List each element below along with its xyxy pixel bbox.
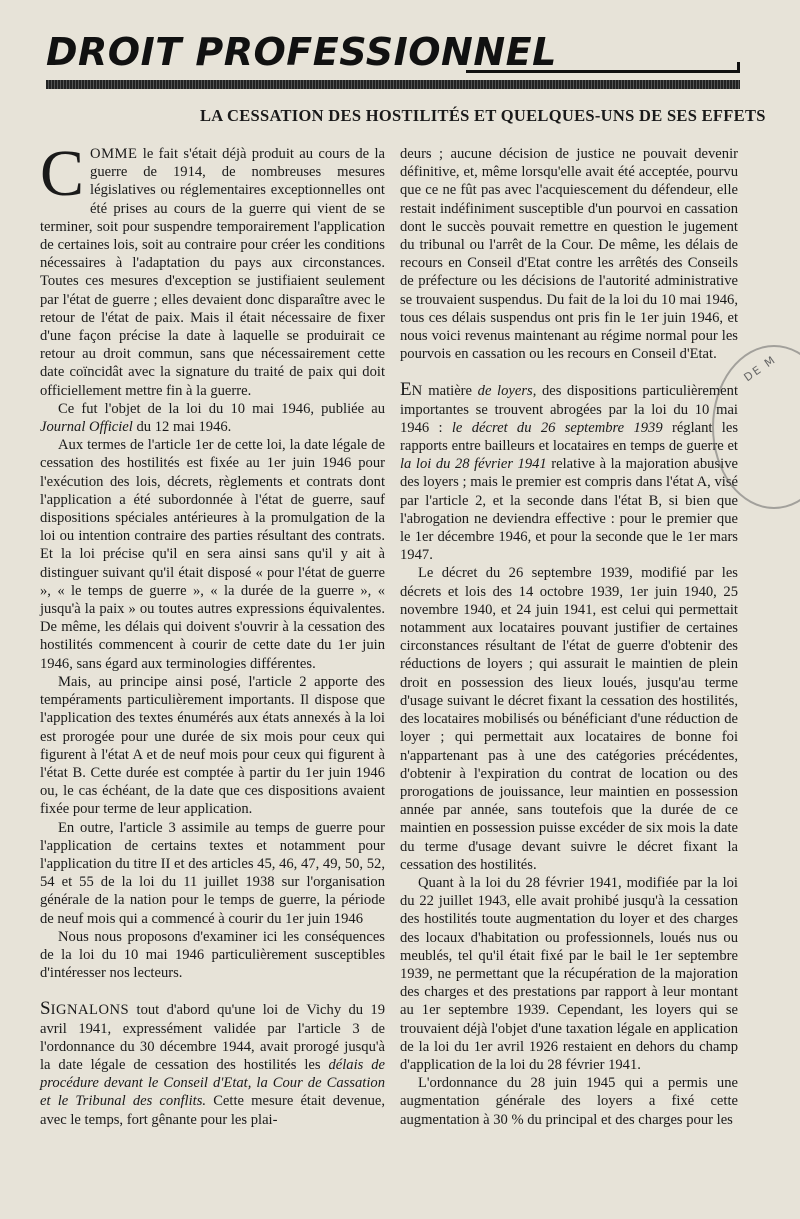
text-run: réglant les rapports entre bailleurs et locataires en temps de guerre et xyxy=(400,419,738,455)
section-lead-word: IGNALONS xyxy=(50,1002,130,1019)
text-run: relative à la majoration abusive des loyers ; mais le premier est compris dans l'état A, visé par l'article 2, et la seconde dans l'état B, si bien que l'abrogation ne deviendra effective : pour le premier que le 1er décembre 1946, et pour la seconde que le 1er mars 1947. xyxy=(400,456,738,564)
section-lead-word: N xyxy=(411,383,423,400)
text-run: tout d'abord qu'une loi de Vichy du 19 avril 1941, expressément validée par l'article 3 de l'ordonnance du 30 décembre 1944, avait prorogé jusqu'à la date légale de cessation des hostilités les xyxy=(40,1002,385,1073)
masthead-rule-end xyxy=(737,62,740,73)
paragraph: Quant à la loi du 28 février 1941, modifiée par la loi du 22 juillet 1943, elle avait prohibé jusqu'à la cessation des hostilités toute augmentation du loyer et des charges des locaux d'habitation ou professionnels, loués nus ou meublés, tel qu'il était fixé par le bail le 1er septembre 1939, ne permettant que la récupération de la majoration des charges et des prestations par rapport à leur montant au 1er septembre 1939. Cependant, les loyers qui se trouvaient déjà l'objet d'une taxation légale en application de la loi du 1er avril 1926 restaient en dehors du champ d'application de la loi du 28 février 1941. xyxy=(400,874,738,1073)
masthead-title: DROIT PROFESSIONNEL xyxy=(46,30,557,74)
section-lead-letter: S xyxy=(40,998,51,1020)
intro-text: le fait s'était déjà produit au cours de la guerre de 1914, de nombreuses mesures législatives ou réglementaires exceptionnelles ont été prises au cours de la guerre qui vient de se terminer, soit pour suspendre temporairement l'application de certaines lois, soit au contraire pour créer les conditions nécessaires à l'adaptation du pays aux circonstances. Toutes ces mesures d'exception se justifiaient seulement par l'état de guerre ; elles devaient donc disparaître avec le retour de l'état de paix. Mais il était nécessaire de fixer d'une façon précise la date à laquelle se produirait ce retour au droit commun, sans que nécessairement cette date coïncidât avec la signature du traité de paix qui doit officiellement mettre fin à la guerre. xyxy=(40,146,385,399)
drop-cap: C xyxy=(40,137,85,210)
intro-smallcap: OMME xyxy=(90,146,138,162)
masthead xyxy=(46,30,740,92)
italic-run: la loi du 28 février 1941 xyxy=(400,456,547,473)
paragraph: L'ordonnance du 28 juin 1945 qui a permis une augmentation générale des loyers a fixé cette augmentation à 30 % du principal et des charges pour les xyxy=(400,1075,738,1128)
section-loyers xyxy=(400,381,738,564)
paragraph: Mais, au principe ainsi posé, l'article 2 apporte des tempéraments particulièrement importants. Il dispose que l'application des textes énumérés aux états annexés à la loi est prorogée pour une durée de six mois pour ceux qui figurent à l'état A et de neuf mois pour ceux qui figurent à l'état B. Cette durée est comptée à partir du 1er juin 1946 ou, le cas échéant, de la date que ces dispositions avaient fixée pour terme de leur application. xyxy=(40,673,385,818)
paragraph: En outre, l'article 3 assimile au temps de guerre pour l'application de certains textes et notamment pour l'application du titre II et des articles 45, 46, 47, 49, 50, 52, 54 et 55 de la loi du 11 juillet 1938 sur l'organisation générale de la nation pour le temps de guerre, la période de neuf mois qui a commencé à courir du 1er juin 1946 xyxy=(40,819,385,927)
text-run: du 12 mai 1946. xyxy=(132,419,232,436)
left-column xyxy=(40,137,385,1129)
journal-name: Journal Officiel xyxy=(40,419,133,436)
paragraph: Nous nous proposons d'examiner ici les conséquences de la loi du 10 mai 1946 particulièrement susceptibles d'intéresser nos lecteurs. xyxy=(40,928,385,982)
italic-run: le décret du 26 septembre 1939 xyxy=(451,419,663,436)
text-run: Cette mesure était devenue, avec le temps, fort gênante pour les plai- xyxy=(40,1093,385,1128)
italic-run: délais de procédure devant le Conseil d'Etat, la Cour de Cassation et le Tribunal des conflits. xyxy=(40,1056,385,1110)
stamp-text: DE M xyxy=(741,352,779,385)
text-run: Ce fut l'objet de la loi du 10 mai 1946, publiée au xyxy=(58,400,385,417)
intro-paragraph xyxy=(40,137,385,400)
masthead-rule xyxy=(466,70,740,73)
paragraph: Le décret du 26 septembre 1939, modifié par les décrets et lois des 14 octobre 1939, 1er juin 1940, 25 novembre 1940, et 24 juin 1941, est celui qui permettait notamment aux locataires pouvant justifier de certaines circonstances résultant de l'état de guerre d'obtenir des réductions de loyers ; qui assurait le maintien de plein droit en possession des lieux loués, jusqu'au terme d'usage suivant le décret fixant la cessation des hostilités, des locataires mobilisés ou bénéficiant d'une réduction de loyer ; qui permettait aux locataires de bonne foi n'appartenant pas à une des catégories précédentes, d'obtenir à l'expiration du contrat de location ou des prorogations de jouissance, leur maintien en possession année par année, sans toutefois que la durée de ce maintien en possession puisse excéder de six mois la date du terme d'usage devant suivre le décret fixant la cessation des hostilités. xyxy=(400,565,738,873)
paragraph: deurs ; aucune décision de justice ne pouvait devenir définitive, et, même lorsqu'elle avait été acceptée, pourvu que ce ne fût pas avec l'acquiescement du défendeur, elle restait indéfiniment susceptible d'un pourvoi en cassation dont le succès pouvait remettre en question le jugement du tribunal ou l'arrêt de la Cour. De même, les délais de recours en Conseil d'Etat contre les arrêtés des Conseils de préfecture ou les décisions de l'autorité administrative se trouvaient suspendus. Du fait de la loi du 10 mai 1946, tous ces délais suspendus ont pris fin le 1er juin 1946, et nous voici revenus maintenant au régime normal pour les pourvois en cassation ou les recours en Conseil d'Etat. xyxy=(400,146,738,363)
masthead-bar xyxy=(46,80,740,89)
italic-run: de loyers xyxy=(477,383,533,400)
section-lead-letter: E xyxy=(400,379,412,401)
section-signalons xyxy=(40,1000,385,1128)
right-column xyxy=(400,145,738,1129)
paragraph xyxy=(40,400,385,436)
text-run: matière xyxy=(422,383,478,400)
paragraph: Aux termes de l'article 1er de cette loi, la date légale de cessation des hostilités est fixée au 1er juin 1946 pour l'exécution des lois, décrets, règlements et contrats dont l'application a été subordonnée à l'état de guerre, sauf dispositions spéciales antérieures à la promulgation de la loi ou intention contraire des parties résultant des contrats. Et la loi précise qu'il en sera ainsi sans qu'il y ait à distinguer suivant qu'il était disposé « pour l'état de guerre », « le temps de guerre », « la durée de la guerre », « jusqu'à la paix » ou toutes autres expressions équivalentes. De même, les délais qui doivent s'ouvrir à la cessation des hostilités commencent à courir de cette date du 1er juin 1946, sans égard aux terminologies différentes. xyxy=(40,437,385,672)
text-run: , des dispositions particulièrement importantes se trouvent abrogées par la loi du 10 mai 1946 : xyxy=(400,383,738,436)
article-title: LA CESSATION DES HOSTILITÉS ET QUELQUES-UNS DE SES EFFETS xyxy=(200,106,766,125)
